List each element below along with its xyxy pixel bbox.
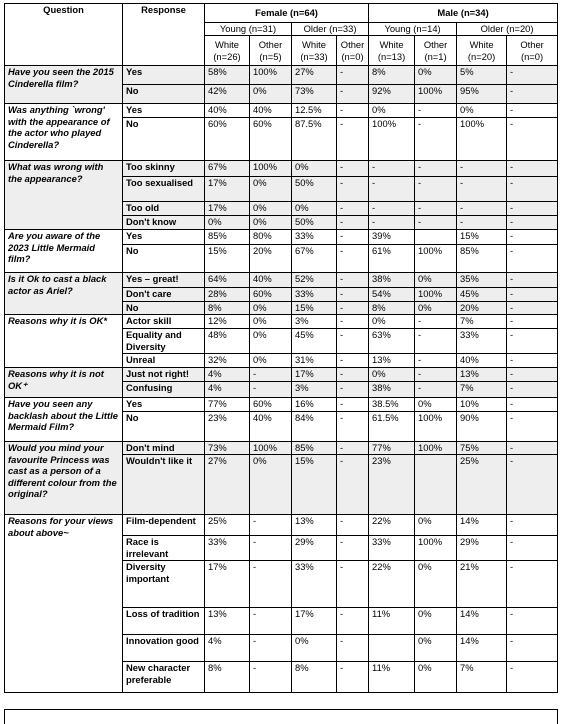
value-cell: - <box>415 118 457 161</box>
table-row <box>5 230 558 245</box>
value-cell: 0% <box>250 315 292 329</box>
value-cell: - <box>507 412 558 442</box>
question-cell: Was anything `wrong' with the appearance of the actor who played Cinderella? <box>5 104 123 161</box>
value-cell: - <box>250 662 292 693</box>
value-cell: 61% <box>369 245 415 273</box>
value-cell: 100% <box>250 161 292 177</box>
value-cell: - <box>250 368 292 382</box>
value-cell: 100% <box>415 245 457 273</box>
question-cell: Are you aware of the 2023 Little Mermaid film? <box>5 230 123 273</box>
value-cell: 0% <box>250 216 292 230</box>
value-cell: 42% <box>205 85 250 104</box>
value-cell: 0% <box>415 302 457 315</box>
question-cell: Have you seen the 2015 Cinderella film? <box>5 66 123 104</box>
value-cell: 50% <box>292 177 337 202</box>
response-cell: Yes – great! <box>123 273 205 288</box>
value-cell: 60% <box>250 118 292 161</box>
value-cell: 60% <box>250 398 292 412</box>
value-cell: 33% <box>369 536 415 561</box>
value-cell: - <box>415 382 457 398</box>
value-cell <box>415 230 457 245</box>
value-cell: - <box>337 85 369 104</box>
value-cell: 0% <box>415 66 457 85</box>
value-cell: - <box>337 354 369 368</box>
value-cell: - <box>507 635 558 662</box>
value-cell: - <box>457 161 507 177</box>
table-row <box>5 273 558 288</box>
subgroup-header: Other (n=5) <box>250 36 292 66</box>
value-cell: - <box>507 104 558 118</box>
value-cell: 29% <box>457 536 507 561</box>
value-cell: 60% <box>250 288 292 302</box>
value-cell: 0% <box>292 635 337 662</box>
value-cell: 0% <box>250 85 292 104</box>
response-cell: Unreal <box>123 354 205 368</box>
value-cell: - <box>250 536 292 561</box>
value-cell: - <box>369 202 415 216</box>
value-cell: 45% <box>457 288 507 302</box>
value-cell: - <box>337 66 369 85</box>
value-cell: 0% <box>415 398 457 412</box>
value-cell: - <box>507 455 558 515</box>
value-cell: 31% <box>292 354 337 368</box>
value-cell: - <box>507 245 558 273</box>
response-cell: No <box>123 118 205 161</box>
response-cell: Don't care <box>123 288 205 302</box>
value-cell: 20% <box>457 302 507 315</box>
value-cell: 23% <box>205 412 250 442</box>
value-cell: 0% <box>415 662 457 693</box>
value-cell: - <box>337 412 369 442</box>
question-cell: Reasons for your views about above~ <box>5 515 123 693</box>
response-cell: Loss of tradition <box>123 608 205 635</box>
response-cell: Just not right! <box>123 368 205 382</box>
value-cell: 16% <box>292 398 337 412</box>
value-cell: 23% <box>369 455 415 515</box>
value-cell: - <box>415 216 457 230</box>
value-cell: 90% <box>457 412 507 442</box>
question-cell: Reasons why it is OK* <box>5 315 123 368</box>
value-cell: 12% <box>205 315 250 329</box>
response-header: Response <box>123 4 205 66</box>
value-cell: 13% <box>457 368 507 382</box>
value-cell: 0% <box>369 368 415 382</box>
value-cell: - <box>250 608 292 635</box>
value-cell: 40% <box>457 354 507 368</box>
value-cell: - <box>507 216 558 230</box>
value-cell: 7% <box>457 662 507 693</box>
value-cell: 75% <box>457 442 507 455</box>
value-cell: - <box>507 329 558 354</box>
value-cell: 0% <box>415 635 457 662</box>
value-cell: 100% <box>415 536 457 561</box>
value-cell: - <box>250 635 292 662</box>
value-cell: 15% <box>457 230 507 245</box>
value-cell: 4% <box>205 635 250 662</box>
subgroup-header: White (n=33) <box>292 36 337 66</box>
value-cell: - <box>507 515 558 536</box>
value-cell: 17% <box>205 561 250 608</box>
value-cell: 15% <box>292 302 337 315</box>
value-cell: 0% <box>415 273 457 288</box>
value-cell: 0% <box>250 354 292 368</box>
value-cell: 87.5% <box>292 118 337 161</box>
value-cell: 0% <box>369 104 415 118</box>
value-cell: 85% <box>292 442 337 455</box>
value-cell: 11% <box>369 662 415 693</box>
table-row <box>5 442 558 455</box>
value-cell: 17% <box>292 608 337 635</box>
value-cell: - <box>507 442 558 455</box>
value-cell: - <box>415 104 457 118</box>
value-cell: - <box>507 177 558 202</box>
question-cell: Is it Ok to cast a black actor as Ariel? <box>5 273 123 315</box>
question-cell: Have you seen any backlash about the Little Mermaid Film? <box>5 398 123 442</box>
value-cell: 38.5% <box>369 398 415 412</box>
value-cell: - <box>415 329 457 354</box>
value-cell: 40% <box>250 412 292 442</box>
value-cell: - <box>507 202 558 216</box>
value-cell: - <box>369 216 415 230</box>
value-cell: 45% <box>292 329 337 354</box>
value-cell: 8% <box>369 302 415 315</box>
response-cell: Yes <box>123 398 205 412</box>
value-cell: 67% <box>292 245 337 273</box>
value-cell: - <box>415 315 457 329</box>
response-cell: No <box>123 302 205 315</box>
male-young-header: Young (n=14) <box>369 23 457 36</box>
subgroup-header: White (n=26) <box>205 36 250 66</box>
subgroup-header: Other (n=0) <box>507 36 558 66</box>
value-cell: 85% <box>457 245 507 273</box>
response-cell: Yes <box>123 66 205 85</box>
table-row <box>5 398 558 412</box>
value-cell: 39% <box>369 230 415 245</box>
value-cell: - <box>507 302 558 315</box>
response-cell: Innovation good <box>123 635 205 662</box>
value-cell: - <box>507 662 558 693</box>
value-cell: 22% <box>369 561 415 608</box>
value-cell: 0% <box>250 177 292 202</box>
value-cell: 52% <box>292 273 337 288</box>
value-cell: 8% <box>369 66 415 85</box>
value-cell: 60% <box>205 118 250 161</box>
value-cell: 100% <box>250 66 292 85</box>
value-cell: 4% <box>205 382 250 398</box>
value-cell: - <box>337 455 369 515</box>
value-cell: 25% <box>205 515 250 536</box>
value-cell: - <box>337 177 369 202</box>
male-header: Male (n=34) <box>369 4 558 23</box>
response-cell: Actor skill <box>123 315 205 329</box>
value-cell: 100% <box>457 118 507 161</box>
value-cell: - <box>337 273 369 288</box>
value-cell: - <box>415 161 457 177</box>
response-cell: Yes <box>123 104 205 118</box>
value-cell: 13% <box>205 608 250 635</box>
value-cell: 84% <box>292 412 337 442</box>
value-cell: 33% <box>457 329 507 354</box>
value-cell: 27% <box>292 66 337 85</box>
value-cell: 40% <box>250 273 292 288</box>
value-cell: - <box>337 515 369 536</box>
value-cell: 3% <box>292 382 337 398</box>
value-cell: - <box>507 398 558 412</box>
value-cell: 3% <box>292 315 337 329</box>
value-cell: 33% <box>205 536 250 561</box>
subgroup-header: Other (n=1) <box>415 36 457 66</box>
table-row <box>5 315 558 329</box>
value-cell: - <box>507 536 558 561</box>
table-row <box>5 104 558 118</box>
response-cell: Equality and Diversity <box>123 329 205 354</box>
value-cell: - <box>337 230 369 245</box>
response-cell: No <box>123 412 205 442</box>
response-cell: Too old <box>123 202 205 216</box>
value-cell: - <box>337 104 369 118</box>
value-cell: - <box>507 273 558 288</box>
value-cell: 15% <box>292 455 337 515</box>
response-cell: Don't mind <box>123 442 205 455</box>
value-cell: 14% <box>457 635 507 662</box>
value-cell: 27% <box>205 455 250 515</box>
value-cell: 4% <box>205 368 250 382</box>
value-cell: 0% <box>292 202 337 216</box>
value-cell: 80% <box>250 230 292 245</box>
value-cell: - <box>507 354 558 368</box>
value-cell: 22% <box>369 515 415 536</box>
value-cell: 63% <box>369 329 415 354</box>
value-cell: 95% <box>457 85 507 104</box>
value-cell: - <box>337 288 369 302</box>
response-cell: Confusing <box>123 382 205 398</box>
value-cell: 13% <box>369 354 415 368</box>
value-cell: 0% <box>415 561 457 608</box>
value-cell: 0% <box>369 315 415 329</box>
value-cell: 0% <box>250 302 292 315</box>
value-cell: 100% <box>415 288 457 302</box>
value-cell: 10% <box>457 398 507 412</box>
question-cell: Would you mind your favourite Princess was cast as a person of a different colour from the original? <box>5 442 123 515</box>
response-cell: Diversity important <box>123 561 205 608</box>
female-young-header: Young (n=31) <box>205 23 292 36</box>
value-cell: - <box>369 161 415 177</box>
value-cell: - <box>337 368 369 382</box>
value-cell: - <box>507 368 558 382</box>
response-cell: No <box>123 245 205 273</box>
value-cell: 100% <box>415 85 457 104</box>
value-cell: 0% <box>205 216 250 230</box>
value-cell: 28% <box>205 288 250 302</box>
value-cell: - <box>507 161 558 177</box>
value-cell: - <box>457 177 507 202</box>
value-cell <box>369 635 415 662</box>
value-cell: - <box>337 216 369 230</box>
value-cell: - <box>337 118 369 161</box>
value-cell: - <box>250 515 292 536</box>
value-cell: 14% <box>457 608 507 635</box>
value-cell: 17% <box>205 177 250 202</box>
value-cell: 54% <box>369 288 415 302</box>
response-cell: No <box>123 85 205 104</box>
male-older-header: Older (n=20) <box>457 23 558 36</box>
value-cell: - <box>415 368 457 382</box>
value-cell: - <box>457 202 507 216</box>
value-cell: - <box>507 382 558 398</box>
value-cell: - <box>337 382 369 398</box>
question-cell: What was wrong with the appearance? <box>5 161 123 230</box>
value-cell: - <box>369 177 415 202</box>
value-cell: 20% <box>250 245 292 273</box>
value-cell: - <box>337 398 369 412</box>
value-cell: 35% <box>457 273 507 288</box>
survey-results-table <box>4 3 558 693</box>
value-cell: 7% <box>457 382 507 398</box>
value-cell: 40% <box>250 104 292 118</box>
value-cell: - <box>415 177 457 202</box>
value-cell: 8% <box>205 662 250 693</box>
value-cell: 11% <box>369 608 415 635</box>
value-cell: 0% <box>415 515 457 536</box>
value-cell: 29% <box>292 536 337 561</box>
value-cell: - <box>507 118 558 161</box>
value-cell: 33% <box>292 561 337 608</box>
value-cell: 21% <box>457 561 507 608</box>
value-cell: 100% <box>250 442 292 455</box>
value-cell: 33% <box>292 288 337 302</box>
table-row <box>5 515 558 536</box>
response-cell: New character preferable <box>123 662 205 693</box>
value-cell: - <box>457 216 507 230</box>
value-cell: 14% <box>457 515 507 536</box>
value-cell: - <box>337 202 369 216</box>
value-cell: - <box>337 315 369 329</box>
table-row <box>5 368 558 382</box>
value-cell: 73% <box>292 85 337 104</box>
value-cell: - <box>507 230 558 245</box>
value-cell: 77% <box>205 398 250 412</box>
value-cell: - <box>337 608 369 635</box>
value-cell: - <box>337 536 369 561</box>
value-cell: 50% <box>292 216 337 230</box>
table-row <box>5 161 558 177</box>
value-cell: 12.5% <box>292 104 337 118</box>
value-cell: 15% <box>205 245 250 273</box>
value-cell: 17% <box>205 202 250 216</box>
female-older-header: Older (n=33) <box>292 23 369 36</box>
subgroup-header: Other (n=0) <box>337 36 369 66</box>
response-cell: Don't know <box>123 216 205 230</box>
value-cell: 48% <box>205 329 250 354</box>
value-cell: - <box>337 161 369 177</box>
value-cell: 73% <box>205 442 250 455</box>
value-cell: 40% <box>205 104 250 118</box>
value-cell: 0% <box>250 202 292 216</box>
value-cell: - <box>337 442 369 455</box>
value-cell: 0% <box>250 329 292 354</box>
value-cell: 7% <box>457 315 507 329</box>
value-cell: - <box>507 608 558 635</box>
value-cell: - <box>507 561 558 608</box>
value-cell: 85% <box>205 230 250 245</box>
value-cell: 0% <box>292 161 337 177</box>
value-cell: 100% <box>415 412 457 442</box>
value-cell: 25% <box>457 455 507 515</box>
value-cell: 33% <box>292 230 337 245</box>
value-cell: 17% <box>292 368 337 382</box>
value-cell: 92% <box>369 85 415 104</box>
value-cell: 67% <box>205 161 250 177</box>
value-cell: 8% <box>292 662 337 693</box>
value-cell <box>415 455 457 515</box>
value-cell: - <box>337 561 369 608</box>
value-cell: 0% <box>250 455 292 515</box>
value-cell: - <box>337 329 369 354</box>
response-cell: Race is irrelevant <box>123 536 205 561</box>
value-cell: - <box>337 302 369 315</box>
value-cell: - <box>415 354 457 368</box>
table-footer-box <box>4 709 558 724</box>
value-cell: - <box>507 85 558 104</box>
value-cell: 38% <box>369 273 415 288</box>
question-header: Question <box>5 4 123 66</box>
subgroup-header: White (n=13) <box>369 36 415 66</box>
value-cell: - <box>415 202 457 216</box>
value-cell: - <box>337 662 369 693</box>
female-header: Female (n=64) <box>205 4 369 23</box>
value-cell: - <box>337 245 369 273</box>
response-cell: Yes <box>123 230 205 245</box>
value-cell: - <box>250 561 292 608</box>
value-cell: - <box>507 315 558 329</box>
value-cell: 100% <box>415 442 457 455</box>
value-cell: 8% <box>205 302 250 315</box>
value-cell: 100% <box>369 118 415 161</box>
response-cell: Too sexualised <box>123 177 205 202</box>
value-cell: 64% <box>205 273 250 288</box>
value-cell: 61.5% <box>369 412 415 442</box>
response-cell: Too skinny <box>123 161 205 177</box>
value-cell: 32% <box>205 354 250 368</box>
value-cell: - <box>250 382 292 398</box>
value-cell: - <box>337 635 369 662</box>
value-cell: 58% <box>205 66 250 85</box>
value-cell: 0% <box>457 104 507 118</box>
response-cell: Film-dependent <box>123 515 205 536</box>
value-cell: - <box>507 288 558 302</box>
value-cell: 77% <box>369 442 415 455</box>
response-cell: Wouldn't like it <box>123 455 205 515</box>
value-cell: 13% <box>292 515 337 536</box>
table-row <box>5 66 558 85</box>
value-cell: 0% <box>415 608 457 635</box>
value-cell: 5% <box>457 66 507 85</box>
subgroup-header: White (n=20) <box>457 36 507 66</box>
value-cell: 38% <box>369 382 415 398</box>
question-cell: Reasons why it is not OK⁺ <box>5 368 123 398</box>
value-cell: - <box>507 66 558 85</box>
